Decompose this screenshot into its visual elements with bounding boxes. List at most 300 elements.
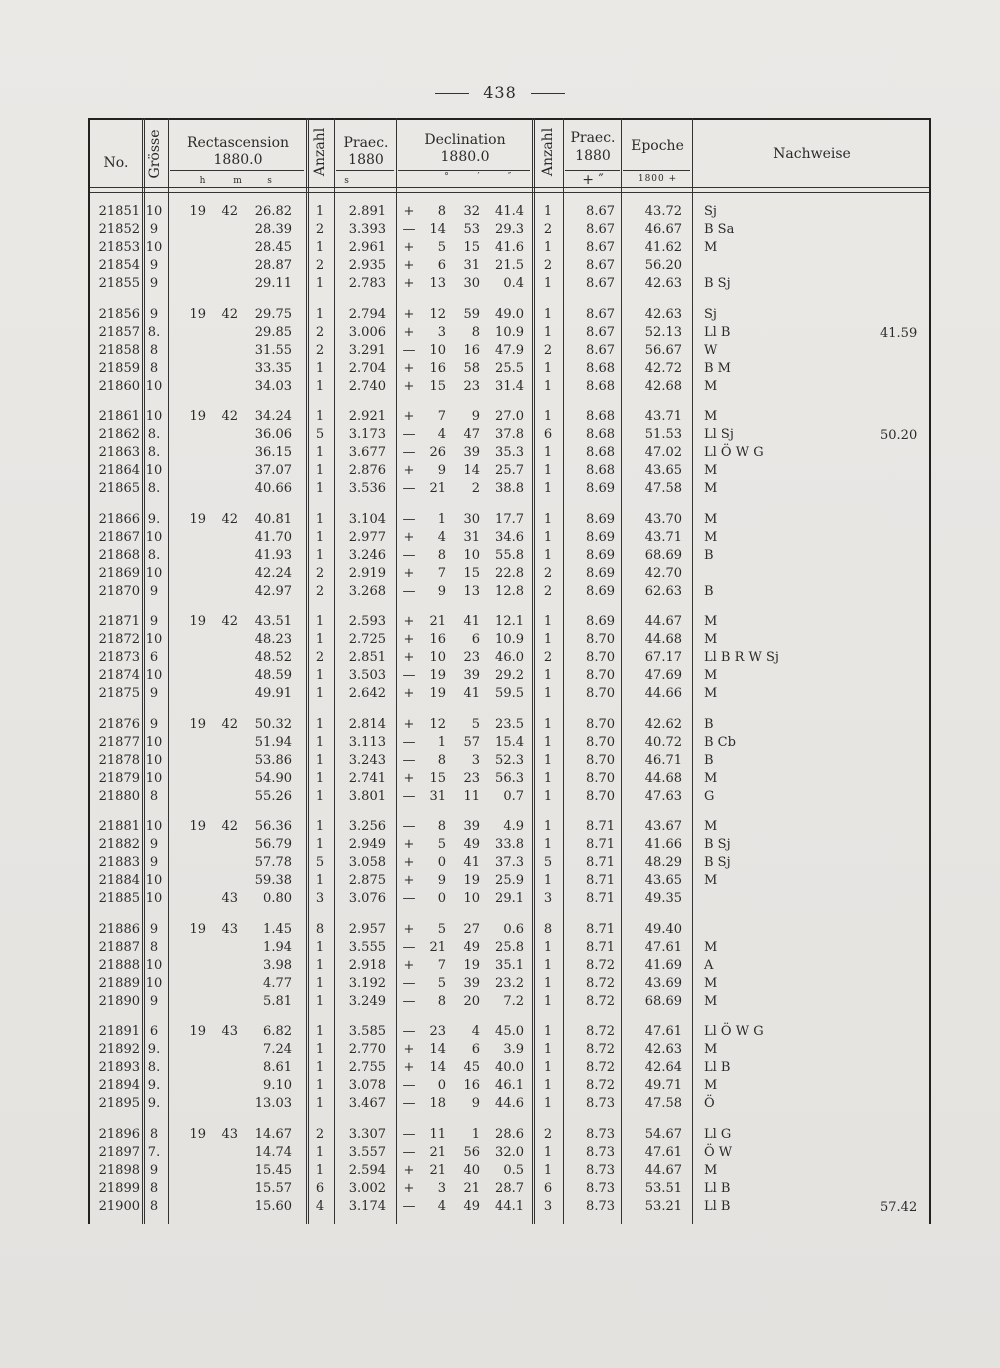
cell-dec-deg: 8 <box>437 993 446 1009</box>
cell-dec-sign: + <box>403 632 415 647</box>
cell-dec-min: 45 <box>463 1060 480 1075</box>
cell-ra-s: 57.78 <box>254 855 292 870</box>
header-dec-min: ′ <box>477 172 481 182</box>
cell-ra-s: 3.98 <box>263 957 292 973</box>
cell-praec-ra: 2.851 <box>348 650 386 665</box>
cell-epoche: 41.66 <box>644 837 682 852</box>
cell-no: 21877 <box>98 734 140 750</box>
cell-ra-s: 56.79 <box>254 837 292 852</box>
column-rule <box>621 118 622 1224</box>
cell-dec-sign: — <box>402 547 416 563</box>
cell-nachweise: M <box>704 1042 718 1057</box>
cell-praec-dec: 8.70 <box>586 716 615 732</box>
cell-anzahl: 1 <box>315 993 325 1009</box>
cell-dec-min: 13 <box>463 583 480 599</box>
cell-epoche: 56.20 <box>644 258 682 273</box>
cell-dec-deg: 16 <box>429 632 446 647</box>
cell-dec-sign: — <box>402 1096 416 1111</box>
cell-dec-deg: 0 <box>437 1078 446 1093</box>
cell-dec-min: 21 <box>463 1180 480 1196</box>
cell-praec-ra: 2.770 <box>348 1042 386 1057</box>
cell-epoche: 42.68 <box>644 378 682 394</box>
cell-praec-ra: 3.243 <box>348 752 386 768</box>
cell-epoche: 42.63 <box>644 276 682 291</box>
header-no: No. <box>103 155 129 171</box>
cell-praec-dec: 8.70 <box>586 686 615 701</box>
cell-anzahl2: 1 <box>543 547 553 563</box>
cell-anzahl: 1 <box>315 1060 325 1075</box>
cell-anzahl: 1 <box>315 1162 325 1178</box>
cell-epoche: 54.67 <box>644 1126 682 1142</box>
cell-dec-sec: 35.3 <box>495 445 524 460</box>
cell-groesse: 10 <box>145 957 163 973</box>
cell-anzahl: 1 <box>315 632 325 647</box>
cell-dec-sign: — <box>402 975 416 991</box>
cell-praec-ra: 2.725 <box>348 632 386 647</box>
cell-groesse: 7. <box>147 1144 161 1160</box>
header-praec-dec-year: 1880 <box>575 148 611 164</box>
cell-anzahl2: 6 <box>543 427 553 442</box>
cell-dec-min: 11 <box>463 788 480 804</box>
cell-anzahl: 1 <box>315 409 325 424</box>
cell-ra-s: 36.06 <box>254 427 292 442</box>
cell-praec-ra: 2.876 <box>348 463 386 478</box>
cell-dec-deg: 9 <box>437 583 446 599</box>
cell-anzahl: 4 <box>315 1198 325 1214</box>
cell-nachweise: Ll B <box>704 1198 731 1214</box>
cell-praec-dec: 8.72 <box>586 1042 615 1057</box>
cell-praec-ra: 2.755 <box>348 1060 386 1075</box>
cell-groesse: 9. <box>147 1042 161 1057</box>
header-praec-ra-unit: s <box>344 176 350 186</box>
cell-epoche: 42.62 <box>644 716 682 732</box>
cell-no: 21858 <box>98 342 140 358</box>
cell-groesse: 8 <box>149 360 159 376</box>
cell-ra-h: 19 <box>189 819 206 834</box>
cell-ra-s: 59.38 <box>254 873 292 888</box>
cell-no: 21875 <box>98 686 140 701</box>
cell-nachweise: M <box>704 975 718 991</box>
cell-praec-ra: 3.076 <box>348 891 386 906</box>
cell-praec-dec: 8.72 <box>586 1024 615 1039</box>
cell-dec-sec: 47.9 <box>495 342 524 358</box>
cell-ra-s: 53.86 <box>254 752 292 768</box>
cell-groesse: 9 <box>149 276 159 291</box>
cell-nachweise: Ll B <box>704 324 731 340</box>
cell-dec-sign: — <box>402 1024 416 1039</box>
cell-dec-sec: 31.4 <box>495 378 524 394</box>
cell-dec-deg: 0 <box>437 855 446 870</box>
cell-anzahl: 1 <box>315 716 325 732</box>
cell-praec-dec: 8.73 <box>586 1126 615 1142</box>
cell-praec-ra: 3.677 <box>348 445 386 460</box>
cell-dec-deg: 8 <box>437 819 446 834</box>
cell-praec-dec: 8.68 <box>586 378 615 394</box>
cell-no: 21870 <box>98 583 140 599</box>
cell-dec-deg: 21 <box>429 1144 446 1160</box>
cell-dec-deg: 21 <box>429 614 446 629</box>
cell-anzahl: 1 <box>315 204 325 219</box>
cell-anzahl2: 1 <box>543 1060 553 1075</box>
cell-praec-ra: 2.704 <box>348 360 386 376</box>
cell-ra-s: 15.60 <box>254 1198 292 1214</box>
cell-nachweise: B Sj <box>704 855 731 870</box>
cell-groesse: 10 <box>145 378 163 394</box>
cell-praec-dec: 8.69 <box>586 511 615 527</box>
cell-no: 21880 <box>98 788 140 804</box>
cell-dec-deg: 19 <box>429 668 446 683</box>
cell-dec-sign: — <box>402 788 416 804</box>
cell-epoche: 46.67 <box>644 222 682 237</box>
cell-anzahl: 1 <box>315 752 325 768</box>
cell-dec-sign: — <box>402 734 416 750</box>
cell-ra-s: 0.80 <box>263 891 292 906</box>
cell-dec-min: 10 <box>463 891 480 906</box>
cell-dec-sec: 0.6 <box>503 921 524 937</box>
cell-dec-sec: 44.1 <box>495 1198 524 1214</box>
cell-dec-deg: 12 <box>429 716 446 732</box>
cell-praec-dec: 8.67 <box>586 204 615 219</box>
cell-dec-sign: + <box>403 306 415 322</box>
row-rule <box>565 170 620 171</box>
cell-epoche: 43.67 <box>644 819 682 834</box>
cell-dec-min: 30 <box>463 511 480 527</box>
cell-groesse: 10 <box>145 632 163 647</box>
cell-dec-sec: 38.8 <box>495 481 524 496</box>
cell-no: 21861 <box>98 409 140 424</box>
cell-no: 21897 <box>98 1144 140 1160</box>
cell-anzahl2: 8 <box>543 921 553 937</box>
cell-dec-sec: 0.5 <box>503 1162 524 1178</box>
cell-praec-dec: 8.67 <box>586 240 615 255</box>
cell-praec-ra: 2.961 <box>348 240 386 255</box>
cell-anzahl: 1 <box>315 481 325 496</box>
cell-no: 21855 <box>98 276 140 291</box>
cell-dec-deg: 5 <box>437 921 446 937</box>
header-praec-ra: Praec. <box>343 135 389 151</box>
cell-praec-ra: 3.192 <box>348 975 386 991</box>
cell-dec-deg: 16 <box>429 360 446 376</box>
cell-groesse: 10 <box>145 565 163 581</box>
cell-dec-sec: 23.2 <box>495 975 524 991</box>
cell-anzahl: 1 <box>315 1144 325 1160</box>
cell-nachweise: M <box>704 668 718 683</box>
cell-nachweise: Ll Ö W G <box>704 445 764 460</box>
cell-dec-deg: 13 <box>429 276 446 291</box>
cell-groesse: 10 <box>145 819 163 834</box>
cell-no: 21893 <box>98 1060 140 1075</box>
row-rule <box>623 170 690 171</box>
cell-nachweise: M <box>704 1078 718 1093</box>
cell-groesse: 9 <box>149 614 159 629</box>
cell-epoche: 42.63 <box>644 1042 682 1057</box>
cell-dec-sec: 23.5 <box>495 716 524 732</box>
cell-ra-s: 48.23 <box>254 632 292 647</box>
cell-anzahl2: 5 <box>543 855 553 870</box>
cell-epoche: 52.13 <box>644 324 682 340</box>
cell-epoche: 51.53 <box>644 427 682 442</box>
cell-ra-m: 43 <box>221 1126 238 1142</box>
cell-ra-m: 42 <box>221 819 238 834</box>
cell-ra-s: 41.93 <box>254 547 292 563</box>
cell-ra-s: 34.24 <box>254 409 292 424</box>
cell-epoche: 43.69 <box>644 975 682 991</box>
header-nachweise: Nachweise <box>773 146 851 162</box>
cell-anzahl2: 1 <box>543 788 553 804</box>
cell-dec-deg: 4 <box>437 427 446 442</box>
cell-dec-deg: 9 <box>437 873 446 888</box>
cell-dec-sec: 29.3 <box>495 222 524 237</box>
cell-anzahl2: 1 <box>543 306 553 322</box>
cell-epoche: 56.67 <box>644 342 682 358</box>
cell-ra-s: 51.94 <box>254 734 292 750</box>
cell-no: 21860 <box>98 378 140 394</box>
cell-anzahl2: 1 <box>543 529 553 545</box>
cell-nachweise: M <box>704 770 718 786</box>
cell-praec-ra: 3.173 <box>348 427 386 442</box>
cell-no: 21891 <box>98 1024 140 1039</box>
cell-dec-deg: 14 <box>429 1060 446 1075</box>
cell-dec-deg: 15 <box>429 378 446 394</box>
cell-epoche: 42.63 <box>644 306 682 322</box>
cell-groesse: 8. <box>147 481 161 496</box>
cell-anzahl: 2 <box>315 565 325 581</box>
cell-anzahl: 5 <box>315 427 325 442</box>
cell-groesse: 10 <box>145 409 163 424</box>
cell-dec-deg: 10 <box>429 650 446 665</box>
cell-dec-min: 49 <box>463 837 480 852</box>
cell-no: 21854 <box>98 258 140 273</box>
cell-dec-min: 31 <box>463 529 480 545</box>
cell-dec-sign: — <box>402 752 416 768</box>
cell-praec-dec: 8.70 <box>586 770 615 786</box>
cell-dec-deg: 21 <box>429 481 446 496</box>
cell-epoche: 47.69 <box>644 668 682 683</box>
cell-praec-ra: 2.935 <box>348 258 386 273</box>
cell-dec-sign: — <box>402 511 416 527</box>
cell-praec-dec: 8.67 <box>586 324 615 340</box>
cell-no: 21898 <box>98 1162 140 1178</box>
cell-dec-deg: 4 <box>437 1198 446 1214</box>
cell-dec-sec: 33.8 <box>495 837 524 852</box>
cell-nachweise: M <box>704 873 718 888</box>
cell-dec-sign: + <box>403 770 415 786</box>
cell-dec-deg: 1 <box>437 511 446 527</box>
cell-anzahl2: 3 <box>543 1198 553 1214</box>
cell-groesse: 6 <box>149 650 159 665</box>
cell-groesse: 9 <box>149 837 159 852</box>
cell-anzahl: 2 <box>315 583 325 599</box>
cell-nachweise: B Sj <box>704 837 731 852</box>
cell-praec-dec: 8.67 <box>586 276 615 291</box>
cell-epoche: 43.71 <box>644 409 682 424</box>
cell-groesse: 10 <box>145 891 163 906</box>
cell-praec-dec: 8.69 <box>586 565 615 581</box>
cell-anzahl2: 1 <box>543 668 553 683</box>
cell-no: 21856 <box>98 306 140 322</box>
cell-epoche: 47.61 <box>644 1144 682 1160</box>
cell-nachweise: M <box>704 378 718 394</box>
cell-no: 21890 <box>98 993 140 1009</box>
cell-ra-h: 19 <box>189 511 206 527</box>
cell-dec-deg: 3 <box>437 1180 446 1196</box>
cell-praec-ra: 2.919 <box>348 565 386 581</box>
cell-dec-sign: + <box>403 686 415 701</box>
cell-dec-min: 15 <box>463 240 480 255</box>
cell-praec-dec: 8.73 <box>586 1144 615 1160</box>
margin-note: 50.20 <box>880 428 918 443</box>
cell-anzahl2: 1 <box>543 1024 553 1039</box>
cell-dec-sign: — <box>402 668 416 683</box>
cell-epoche: 43.71 <box>644 529 682 545</box>
cell-praec-ra: 3.058 <box>348 855 386 870</box>
header-epoche: Epoche <box>631 138 684 154</box>
cell-epoche: 43.72 <box>644 204 682 219</box>
cell-nachweise: Ll B R W Sj <box>704 650 779 665</box>
cell-anzahl: 1 <box>315 734 325 750</box>
cell-anzahl: 1 <box>315 939 325 955</box>
cell-dec-min: 49 <box>463 1198 480 1214</box>
cell-nachweise: M <box>704 686 718 701</box>
cell-epoche: 41.69 <box>644 957 682 973</box>
cell-nachweise: M <box>704 529 718 545</box>
cell-praec-dec: 8.73 <box>586 1180 615 1196</box>
cell-nachweise: Sj <box>704 306 717 322</box>
cell-ra-m: 42 <box>221 204 238 219</box>
cell-praec-dec: 8.70 <box>586 788 615 804</box>
cell-groesse: 8 <box>149 342 159 358</box>
cell-dec-sec: 34.6 <box>495 529 524 545</box>
cell-ra-m: 43 <box>221 921 238 937</box>
cell-praec-ra: 3.174 <box>348 1198 386 1214</box>
cell-no: 21900 <box>98 1198 140 1214</box>
cell-epoche: 49.71 <box>644 1078 682 1093</box>
cell-nachweise: B M <box>704 360 731 376</box>
cell-dec-min: 3 <box>471 752 480 768</box>
cell-anzahl: 1 <box>315 276 325 291</box>
cell-epoche: 47.61 <box>644 939 682 955</box>
cell-dec-min: 6 <box>471 632 480 647</box>
cell-groesse: 10 <box>145 975 163 991</box>
cell-dec-deg: 11 <box>429 1126 446 1142</box>
cell-dec-sign: — <box>402 1126 416 1142</box>
cell-praec-ra: 3.536 <box>348 481 386 496</box>
cell-nachweise: B Cb <box>704 734 736 750</box>
cell-anzahl2: 1 <box>543 1162 553 1178</box>
cell-dec-deg: 3 <box>437 324 446 340</box>
cell-ra-s: 40.66 <box>254 481 292 496</box>
cell-no: 21884 <box>98 873 140 888</box>
cell-dec-min: 2 <box>471 481 480 496</box>
cell-anzahl2: 1 <box>543 716 553 732</box>
cell-no: 21862 <box>98 427 140 442</box>
header-dec-deg: ° <box>444 172 450 182</box>
cell-dec-min: 31 <box>463 258 480 273</box>
cell-anzahl: 2 <box>315 222 325 237</box>
cell-groesse: 9 <box>149 993 159 1009</box>
cell-anzahl2: 1 <box>543 204 553 219</box>
cell-ra-s: 4.77 <box>263 975 292 991</box>
header-praec-dec-unit: + ″ <box>582 172 604 188</box>
cell-dec-deg: 4 <box>437 529 446 545</box>
cell-dec-sec: 45.0 <box>495 1024 524 1039</box>
cell-groesse: 10 <box>145 463 163 478</box>
cell-dec-min: 14 <box>463 463 480 478</box>
cell-no: 21886 <box>98 921 140 937</box>
cell-praec-dec: 8.70 <box>586 752 615 768</box>
cell-praec-ra: 3.393 <box>348 222 386 237</box>
cell-nachweise: M <box>704 240 718 255</box>
cell-anzahl2: 3 <box>543 891 553 906</box>
cell-dec-min: 32 <box>463 204 480 219</box>
cell-epoche: 42.72 <box>644 360 682 376</box>
cell-anzahl: 1 <box>315 463 325 478</box>
header-praec-ra-year: 1880 <box>348 152 384 168</box>
cell-dec-min: 6 <box>471 1042 480 1057</box>
header-praec-dec: Praec. <box>570 130 616 146</box>
cell-anzahl2: 1 <box>543 1144 553 1160</box>
cell-ra-m: 42 <box>221 409 238 424</box>
cell-praec-dec: 8.71 <box>586 855 615 870</box>
cell-praec-ra: 3.002 <box>348 1180 386 1196</box>
cell-groesse: 9 <box>149 1162 159 1178</box>
cell-dec-sign: + <box>403 1162 415 1178</box>
cell-dec-sec: 55.8 <box>495 547 524 563</box>
column-rule <box>563 118 564 1224</box>
cell-ra-h: 19 <box>189 1024 206 1039</box>
cell-anzahl: 6 <box>315 1180 325 1196</box>
cell-praec-ra: 3.557 <box>348 1144 386 1160</box>
cell-no: 21882 <box>98 837 140 852</box>
cell-anzahl2: 2 <box>543 1126 553 1142</box>
cell-ra-s: 48.59 <box>254 668 292 683</box>
cell-groesse: 8. <box>147 1060 161 1075</box>
cell-epoche: 47.58 <box>644 1096 682 1111</box>
cell-anzahl2: 1 <box>543 511 553 527</box>
cell-ra-s: 28.39 <box>254 222 292 237</box>
cell-no: 21874 <box>98 668 140 683</box>
cell-praec-ra: 2.593 <box>348 614 386 629</box>
cell-no: 21868 <box>98 547 140 563</box>
cell-dec-deg: 14 <box>429 222 446 237</box>
cell-anzahl2: 1 <box>543 939 553 955</box>
cell-anzahl: 1 <box>315 770 325 786</box>
cell-nachweise: B <box>704 583 714 599</box>
cell-anzahl2: 2 <box>543 583 553 599</box>
cell-ra-h: 19 <box>189 409 206 424</box>
margin-note: 57.42 <box>880 1199 918 1215</box>
cell-groesse: 9 <box>149 855 159 870</box>
cell-ra-s: 5.81 <box>263 993 292 1009</box>
cell-ra-s: 49.91 <box>254 686 292 701</box>
cell-praec-dec: 8.72 <box>586 993 615 1009</box>
cell-dec-min: 41 <box>463 614 480 629</box>
cell-praec-ra: 2.740 <box>348 378 386 394</box>
cell-dec-min: 5 <box>471 716 480 732</box>
cell-dec-min: 23 <box>463 650 480 665</box>
cell-dec-sign: — <box>402 222 416 237</box>
cell-dec-deg: 7 <box>437 565 446 581</box>
cell-dec-sign: + <box>403 957 415 973</box>
cell-praec-dec: 8.70 <box>586 650 615 665</box>
cell-no: 21872 <box>98 632 140 647</box>
cell-ra-m: 43 <box>221 891 238 906</box>
cell-ra-s: 14.67 <box>254 1126 292 1142</box>
cell-no: 21876 <box>98 716 140 732</box>
cell-dec-sec: 46.0 <box>495 650 524 665</box>
cell-groesse: 9 <box>149 222 159 237</box>
cell-praec-ra: 3.585 <box>348 1024 386 1039</box>
